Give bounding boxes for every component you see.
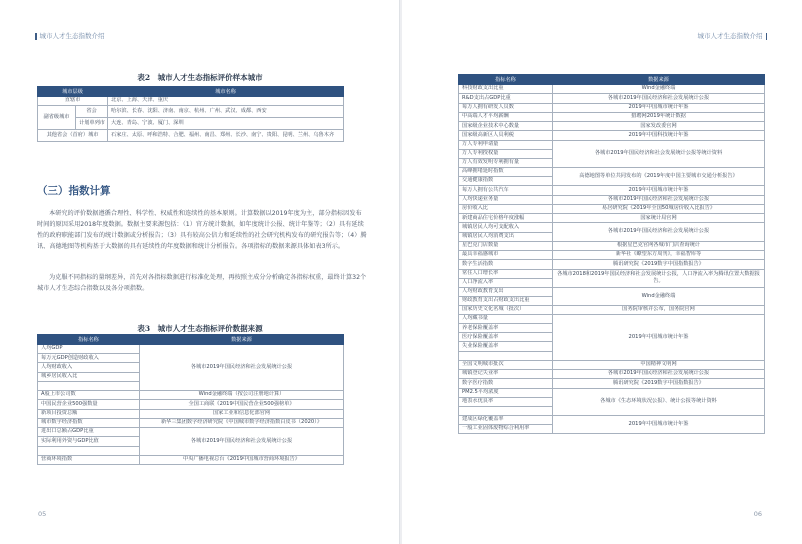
data-source-cell: 高德地图等单位共同发布的《2019年度中国主要城市交通分析报告》 bbox=[553, 168, 765, 186]
indicator-name-cell: 人均快递业务量 bbox=[459, 195, 553, 204]
data-source-cell: 全国工商联《2019中国民营企业500强榜单》 bbox=[140, 400, 344, 409]
indicator-name-cell: 全国文明城市批次 bbox=[459, 360, 553, 369]
indicator-name-cell: 人均GDP bbox=[38, 345, 140, 354]
table2-level-cell: 其他省会（首府）城市 bbox=[38, 130, 108, 142]
indicator-name-cell: 城乡居民收入比 bbox=[38, 372, 140, 381]
section-title: （三）指数计算 bbox=[37, 185, 111, 197]
table2-header-level: 城市层级 bbox=[38, 87, 108, 97]
indicator-name-cell: 新建商品住宅价格年度涨幅 bbox=[459, 214, 553, 223]
table-row bbox=[459, 269, 765, 278]
table2-header-cities: 城市名称 bbox=[108, 87, 344, 97]
table-row bbox=[459, 369, 765, 378]
data-source-cell: 各城市2019年国民经济和社会发展统计公报 bbox=[553, 223, 765, 241]
table-row bbox=[459, 287, 765, 296]
indicator-name-cell: 房价收入比 bbox=[459, 204, 553, 213]
table-row bbox=[459, 241, 765, 250]
data-source-cell: 腾讯研究院《2019数字中国指数报告》 bbox=[553, 260, 765, 269]
data-source-cell: 2019年中国科技统计年鉴 bbox=[553, 131, 765, 140]
table-row bbox=[459, 140, 765, 149]
indicator-name-cell: 新项目投资总额 bbox=[38, 409, 140, 418]
table-row bbox=[459, 260, 765, 269]
indicator-name-cell: 人均藏书量 bbox=[459, 315, 553, 324]
data-source-cell: 易居研究院《2019年全国50城房价收入比报告》 bbox=[553, 204, 765, 213]
table-row bbox=[459, 250, 765, 259]
data-source-cell: 猎聘网2019年统计数据 bbox=[553, 112, 765, 121]
table-row bbox=[459, 168, 765, 177]
indicator-name-cell bbox=[459, 406, 553, 415]
indicator-name-cell: 数字生活指数 bbox=[459, 260, 553, 269]
left-header bbox=[32, 31, 105, 40]
table-row bbox=[459, 388, 765, 397]
indicator-name-cell: 城市数字经济指数 bbox=[38, 418, 140, 427]
right-header-text: 城市人才生态指数介绍 bbox=[697, 32, 763, 40]
data-source-cell: 2019年中国城市统计年鉴 bbox=[553, 186, 765, 195]
indicator-name-cell: 城镇登记失业率 bbox=[459, 369, 553, 378]
table-row bbox=[38, 390, 344, 399]
data-source-cell: 中央广播电视总台《2019中国城市营商环境报告》 bbox=[140, 455, 344, 464]
indicator-name-cell: 每万元GDP创造财政收入 bbox=[38, 354, 140, 363]
data-source-cell: 国务院审核并公布，国务院官网 bbox=[553, 305, 765, 314]
table-row bbox=[459, 195, 765, 204]
indicator-name-cell bbox=[459, 351, 553, 360]
table4 bbox=[458, 74, 765, 434]
indicator-name-cell: 万人专利授权量 bbox=[459, 149, 553, 158]
table2-sublevel-cell: 省会 bbox=[76, 106, 108, 118]
table3-caption: 表3 城市人才生态指标评价数据来源 bbox=[137, 324, 263, 333]
indicator-name-cell: 国家级企业技术中心数量 bbox=[459, 122, 553, 131]
indicator-name-cell: 常住人口增长率 bbox=[459, 269, 553, 278]
section-paragraph-1: 本研究的评价数据遵循合理性、科学性、权威性和连续性的基本原则。计算数据以2019年度为主，部分指标因发布时间的原因采用2018年度数据。数据主要来源包括：（1）官方统计数据，如年度统计公报、统计年鉴等；（2）具有延续性的政府职能部门发布的统计数据或分析报告；（3）具有较高公信力和延续性的社会研究机构发布的研究报告等；（4）腾讯、高德地图等机构基于大数据的具有延续性的年度数据和统计分析报告。各项指标的数据来源具体如表3所示。 bbox=[37, 210, 367, 250]
table2 bbox=[37, 86, 344, 142]
indicator-name-cell: 交通健康指数 bbox=[459, 177, 553, 186]
table2-level-cell: 直辖市 bbox=[38, 97, 108, 106]
indicator-name-cell: 人均财政教育支出 bbox=[459, 287, 553, 296]
indicator-name-cell: 实际利用外资与GDP比值 bbox=[38, 437, 140, 446]
data-source-cell: 2019年中国城市统计年鉴 bbox=[553, 315, 765, 360]
table4-header-name: 指标名称 bbox=[459, 75, 553, 85]
data-source-cell: 各城市2019年国民经济和社会发展统计公报 bbox=[140, 428, 344, 456]
data-source-cell: 国家统计局官网 bbox=[553, 214, 765, 223]
indicator-name-cell: 高峰拥堵延时指数 bbox=[459, 168, 553, 177]
table-row bbox=[38, 418, 344, 427]
table2-cities-cell: 北京、上海、天津、重庆 bbox=[108, 97, 344, 106]
table2-cities-cell: 哈尔滨、长春、沈阳、济南、南京、杭州、广州、武汉、成都、西安 bbox=[108, 106, 344, 118]
indicator-name-cell: 失业保险覆盖率 bbox=[459, 342, 553, 351]
table-row bbox=[459, 204, 765, 213]
data-source-cell: 新华三集团数字经济研究院《中国城市数字经济指数白皮书（2020）》 bbox=[140, 418, 344, 427]
indicator-name-cell: 万人有效发明专利拥有量 bbox=[459, 158, 553, 167]
indicator-name-cell: 城镇居民人均可支配收入 bbox=[459, 223, 553, 232]
data-source-cell: Wind金融终端 bbox=[553, 287, 765, 305]
left-header-text: 城市人才生态指数介绍 bbox=[39, 32, 105, 40]
table2-sublevel-cell: 计划单列市 bbox=[76, 118, 108, 130]
right-header bbox=[698, 31, 771, 40]
indicator-name-cell: 财政教育支出占财政支出比重 bbox=[459, 296, 553, 305]
indicator-name-cell: 万人专利申请量 bbox=[459, 140, 553, 149]
section-paragraph-2: 为克服不同指标的量纲差异，首先对各指标数据进行标准化处理，再按照主成分分析确定各指标权重，最终计算32个城市人才生态综合指数以及各分项指数。 bbox=[37, 274, 367, 292]
indicator-name-cell: 一般工业固体废物综合利用率 bbox=[459, 424, 553, 433]
indicator-name-cell: 养老保险覆盖率 bbox=[459, 324, 553, 333]
data-source-cell: Wind金融终端（按公司注册地计算） bbox=[140, 390, 344, 399]
data-source-cell: 2019年中国城市统计年鉴 bbox=[553, 415, 765, 433]
data-source-cell: 各城市2019年国民经济和社会发展统计公报 bbox=[553, 195, 765, 204]
table3 bbox=[37, 334, 344, 465]
table-row bbox=[459, 379, 765, 388]
table-row bbox=[38, 409, 344, 418]
indicator-name-cell: A股上市公司数 bbox=[38, 390, 140, 399]
right-page bbox=[402, 0, 802, 544]
indicator-name-cell: 建成区绿化覆盖率 bbox=[459, 415, 553, 424]
table-row bbox=[38, 345, 344, 354]
table4-header-source: 数据来源 bbox=[553, 75, 765, 85]
right-page-number: 06 bbox=[753, 510, 762, 518]
indicator-name-cell: 营商环境指数 bbox=[38, 455, 140, 464]
indicator-name-cell: 国家历史文化名城（批次） bbox=[459, 305, 553, 314]
left-page-number: 05 bbox=[38, 510, 47, 518]
table3-header-name: 指标名称 bbox=[38, 335, 140, 345]
indicator-name-cell: 科技财政支出比重 bbox=[459, 85, 553, 94]
data-source-cell: 各城市2018和2019年国民经济和社会发展统计公报，人口净流入率为腾讯位置大数据报告。 bbox=[553, 269, 765, 287]
data-source-cell: 2019年中国城市统计年鉴 bbox=[553, 103, 765, 112]
data-source-cell: 根据星巴克官网各城市门店查询统计 bbox=[553, 241, 765, 250]
left-page bbox=[0, 0, 400, 544]
table-row bbox=[459, 305, 765, 314]
indicator-name-cell: 人口净流入率 bbox=[459, 278, 553, 287]
table-row bbox=[459, 415, 765, 424]
data-source-cell: 新华社《瞭望东方周刊》，幸福智库等 bbox=[553, 250, 765, 259]
data-source-cell: 各城市2019年国民经济和社会发展统计公报 bbox=[140, 345, 344, 391]
indicator-name-cell: 人均财政收入 bbox=[38, 363, 140, 372]
data-source-cell: 各城市《生态环境状况公报》、统计公报等统计资料 bbox=[553, 388, 765, 415]
indicator-name-cell: 医疗保险覆盖率 bbox=[459, 333, 553, 342]
table2-caption: 表2 城市人才生态指标评价样本城市 bbox=[137, 73, 263, 82]
data-source-cell: 各城市2019年国民经济和社会发展统计公报 bbox=[553, 369, 765, 378]
indicator-name-cell: 每万人拥有公共汽车 bbox=[459, 186, 553, 195]
indicator-name-cell: 国家级高新区人员利税 bbox=[459, 131, 553, 140]
indicator-name-cell: PM2.5平均浓度 bbox=[459, 388, 553, 397]
data-source-cell: 各城市2019年国民经济和社会发展统计公报 bbox=[553, 94, 765, 103]
table-row bbox=[38, 400, 344, 409]
table-row bbox=[459, 223, 765, 232]
indicator-name-cell: 最具幸福感城市 bbox=[459, 250, 553, 259]
indicator-name-cell: 星巴克门店数量 bbox=[459, 241, 553, 250]
table2-cities-cell: 大连、青岛、宁波、厦门、深圳 bbox=[108, 118, 344, 130]
table-row bbox=[459, 94, 765, 103]
table-row bbox=[459, 360, 765, 369]
data-source-cell: 国家工业和信息化部官网 bbox=[140, 409, 344, 418]
table-row bbox=[459, 315, 765, 324]
indicator-name-cell bbox=[38, 381, 140, 390]
data-source-cell: Wind金融终端 bbox=[553, 85, 765, 94]
table-row bbox=[38, 428, 344, 437]
indicator-name-cell: R&D支出占GDP比重 bbox=[459, 94, 553, 103]
data-source-cell: 中国精神文明网 bbox=[553, 360, 765, 369]
indicator-name-cell: 每万人拥有研发人员数 bbox=[459, 103, 553, 112]
indicator-name-cell: 数字医疗指数 bbox=[459, 379, 553, 388]
table-row bbox=[459, 214, 765, 223]
indicator-name-cell: 城镇居民人均消费支出 bbox=[459, 232, 553, 241]
indicator-name-cell bbox=[38, 446, 140, 455]
table-row bbox=[459, 186, 765, 195]
table-row bbox=[459, 122, 765, 131]
indicator-name-cell: 中国民营企业500强数量 bbox=[38, 400, 140, 409]
table-row bbox=[38, 455, 344, 464]
indicator-name-cell: 地表水优良率 bbox=[459, 397, 553, 406]
data-source-cell: 国家发改委官网 bbox=[553, 122, 765, 131]
indicator-name-cell: 中高端人才平均薪酬 bbox=[459, 112, 553, 121]
table-row bbox=[459, 85, 765, 94]
table2-cities-cell: 石家庄、太原、呼和浩特、合肥、福州、南昌、郑州、长沙、南宁、贵阳、昆明、兰州、乌鲁木齐 bbox=[108, 130, 344, 142]
indicator-name-cell: 进出口总额占GDP比重 bbox=[38, 428, 140, 437]
data-source-cell: 腾讯研究院《2019数字中国指数报告》 bbox=[553, 379, 765, 388]
table-row bbox=[459, 112, 765, 121]
table-row bbox=[459, 103, 765, 112]
table3-header-source: 数据来源 bbox=[140, 335, 344, 345]
table-row bbox=[459, 131, 765, 140]
table2-level-cell: 副省级城市 bbox=[38, 106, 76, 130]
data-source-cell: 各城市2019年国民经济和社会发展统计公报等统计资料 bbox=[553, 140, 765, 167]
